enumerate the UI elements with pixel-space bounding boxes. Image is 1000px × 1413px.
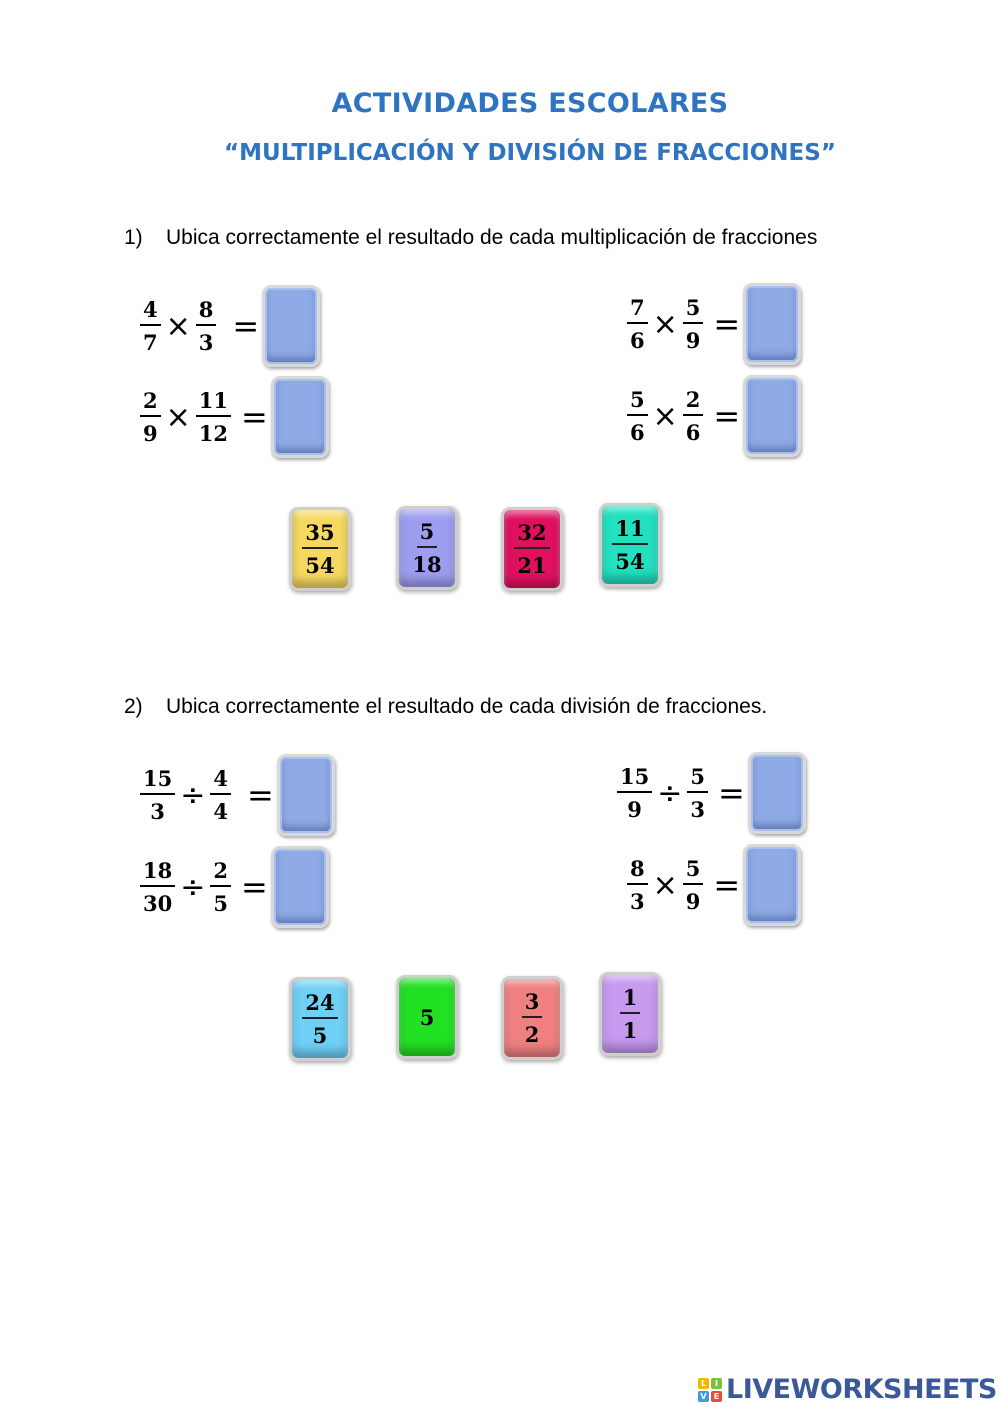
liveworksheets-logo — [698, 1374, 997, 1405]
operator: × — [165, 308, 191, 344]
equals-sign: = — [247, 776, 274, 814]
answer-card[interactable]: $\frac{24}{5}$ — [289, 977, 351, 1061]
fraction-b: $\frac{5}{9}$ — [683, 297, 704, 351]
operator: ÷ — [180, 777, 206, 813]
answer-drop-slot[interactable] — [271, 846, 329, 928]
instruction-1-text: Ubica correctamente el resultado de cada multiplicación de fracciones — [166, 226, 818, 249]
answer-card[interactable]: 5 — [396, 975, 458, 1059]
equals-sign: = — [718, 774, 745, 812]
answer-drop-slot[interactable] — [277, 754, 335, 836]
equation-2-1 — [140, 753, 335, 837]
equals-sign: = — [713, 866, 741, 904]
fraction-b: $\frac{2}{5}$ — [210, 860, 231, 914]
liveworksheets-logo-text: LIVEWORKSHEETS — [726, 1374, 997, 1405]
instruction-2-text: Ubica correctamente el resultado de cada división de fracciones. — [166, 695, 768, 718]
equation-2-2 — [140, 845, 329, 929]
fraction-b: $\frac{11}{12}$ — [196, 390, 231, 444]
operator: × — [165, 399, 191, 435]
fraction-b: $\frac{4}{4}$ — [210, 768, 231, 822]
answer-card[interactable]: $\frac{32}{21}$ — [501, 507, 563, 591]
equals-sign: = — [232, 307, 260, 345]
equation-1-3 — [627, 282, 801, 366]
fraction-a: $\frac{7}{6}$ — [627, 297, 648, 351]
liveworksheets-logo-icon: L I V E — [698, 1378, 722, 1402]
equals-sign: = — [241, 868, 268, 906]
operator: ÷ — [180, 869, 206, 905]
equals-sign: = — [713, 397, 741, 435]
page-title: ACTIVIDADES ESCOLARES — [331, 88, 729, 119]
fraction-a: $\frac{5}{6}$ — [627, 389, 648, 443]
fraction-a: $\frac{15}{9}$ — [617, 766, 652, 820]
answer-drop-slot[interactable] — [271, 376, 329, 458]
answer-card[interactable]: $\frac{35}{54}$ — [289, 507, 351, 591]
instruction-1-number: 1) — [124, 226, 143, 249]
fraction-a: $\frac{2}{9}$ — [140, 390, 161, 444]
equals-sign: = — [241, 398, 268, 436]
instruction-1 — [124, 226, 817, 250]
equation-2-4 — [627, 843, 801, 927]
operator: × — [652, 398, 678, 434]
instruction-2-number: 2) — [124, 695, 143, 718]
answer-drop-slot[interactable] — [262, 285, 320, 367]
answer-drop-slot[interactable] — [748, 752, 806, 834]
answer-card[interactable]: $\frac{3}{2}$ — [501, 976, 563, 1060]
equation-2-3 — [617, 751, 806, 835]
fraction-a: $\frac{18}{30}$ — [140, 860, 175, 914]
answer-drop-slot[interactable] — [743, 844, 801, 926]
equation-1-2 — [140, 375, 329, 459]
operator: ÷ — [657, 775, 683, 811]
answer-card[interactable]: $\frac{11}{54}$ — [599, 503, 661, 587]
fraction-b: $\frac{5}{3}$ — [687, 766, 708, 820]
operator: × — [652, 306, 678, 342]
fraction-a: $\frac{15}{3}$ — [140, 768, 175, 822]
fraction-b: $\frac{8}{3}$ — [196, 299, 217, 353]
fraction-b: $\frac{2}{6}$ — [683, 389, 704, 443]
equation-1-1 — [140, 284, 320, 368]
equals-sign: = — [713, 305, 741, 343]
answer-drop-slot[interactable] — [743, 283, 801, 365]
answer-drop-slot[interactable] — [743, 375, 801, 457]
instruction-2 — [124, 695, 767, 719]
answer-card[interactable]: $\frac{1}{1}$ — [599, 972, 661, 1056]
operator: × — [652, 867, 678, 903]
fraction-a: $\frac{4}{7}$ — [140, 299, 161, 353]
answer-card[interactable]: $\frac{5}{18}$ — [396, 506, 458, 590]
page-subtitle: “MULTIPLICACIÓN Y DIVISIÓN DE FRACCIONES” — [224, 140, 836, 166]
equation-1-4 — [627, 374, 801, 458]
fraction-a: $\frac{8}{3}$ — [627, 858, 648, 912]
fraction-b: $\frac{5}{9}$ — [683, 858, 704, 912]
